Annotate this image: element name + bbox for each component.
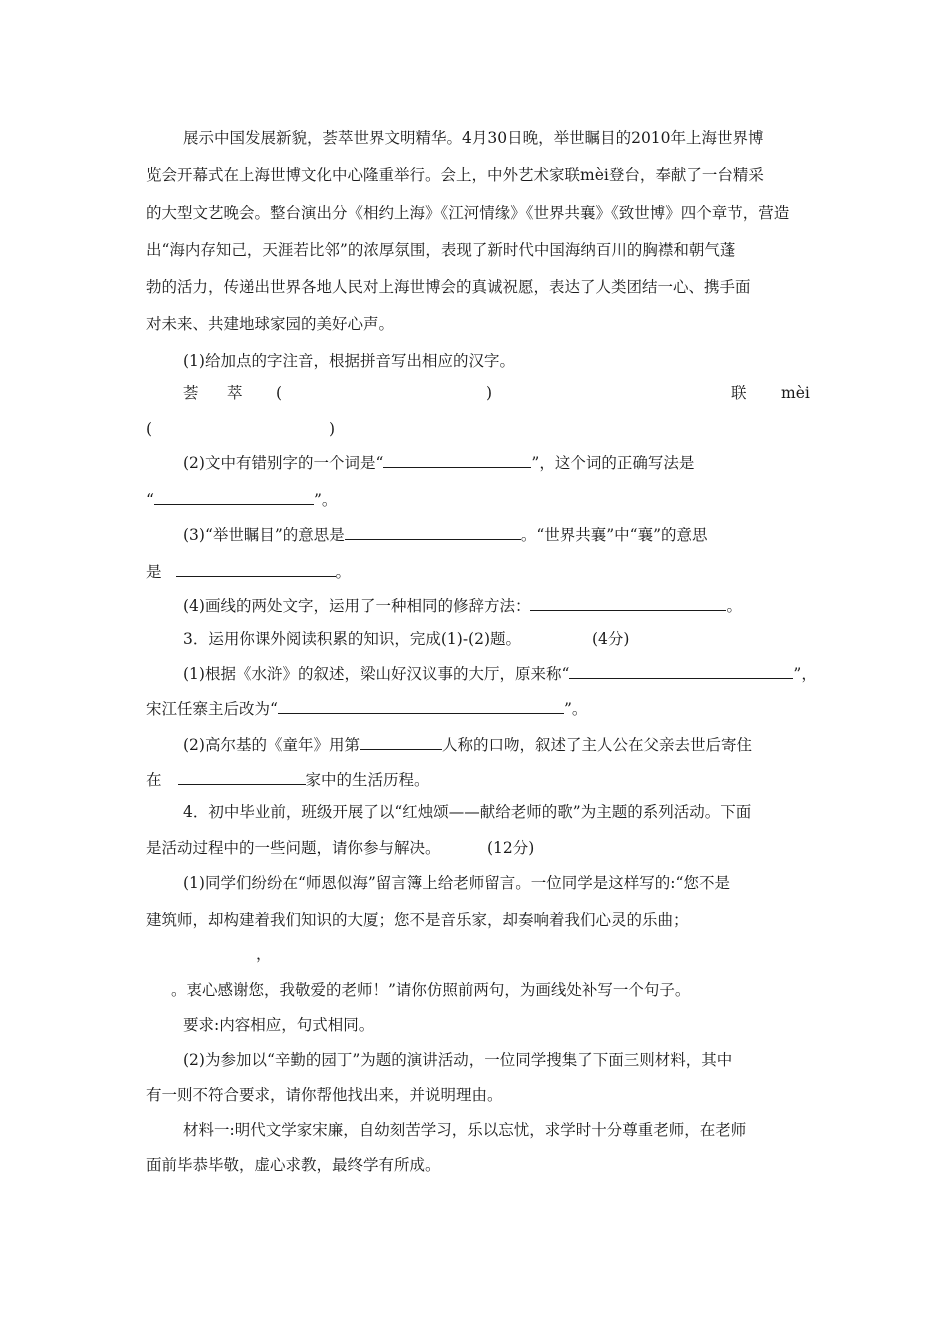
s4-q1-line-1: (1)同学们纷纷在“师恩似海”留言簿上给老师留言。一位同学是这样写的:“您不是 bbox=[183, 874, 730, 892]
q1-pinyin: mèi bbox=[781, 384, 810, 402]
s3-q2-line-1 bbox=[183, 734, 752, 755]
passage-line-1: 展示中国发展新貌，荟萃世界文明精华。4月30日晚，举世瞩目的2010年上海世界博 bbox=[183, 129, 764, 147]
section-4-line-1: 4．初中毕业前，班级开展了以“红烛颂——献给老师的歌”为主题的系列活动。下面 bbox=[183, 803, 752, 821]
s3-q2-line-2 bbox=[146, 769, 430, 790]
passage-line-3: 的大型文艺晚会。整台演出分《相约上海》《江河情缘》《世界共襄》《致世博》四个章节，营造 bbox=[146, 204, 790, 222]
q4-blank-rhetoric[interactable] bbox=[530, 595, 726, 611]
q1-paren-open-2: ( bbox=[146, 420, 153, 438]
s3-q1-blank-2[interactable] bbox=[278, 698, 564, 714]
s4-q1-comma: ， bbox=[256, 945, 272, 963]
q2-text-d: ”。 bbox=[313, 491, 338, 509]
passage-line-6: 对未来、共建地球家园的美好心声。 bbox=[146, 315, 395, 333]
s3-q1-line-1 bbox=[183, 663, 817, 684]
section-4-line-2: 是活动过程中的一些问题，请你参与解决。 bbox=[146, 839, 441, 857]
material-1-line-2: 面前毕恭毕敬，虚心求教，最终学有所成。 bbox=[146, 1156, 441, 1174]
s3-q2-blank-person[interactable] bbox=[360, 734, 442, 750]
q3-text-c: 是 bbox=[146, 563, 162, 581]
q3-text-a: (3)“举世瞩目”的意思是 bbox=[183, 526, 345, 544]
q1-paren-open: ( bbox=[276, 384, 283, 402]
material-1-line-1: 材料一:明代文学家宋廉，自幼刻苦学习，乐以忘忧，求学时十分尊重老师，在老师 bbox=[183, 1121, 747, 1139]
section-3-score: (4分) bbox=[592, 630, 630, 648]
s3-q2-text-d: 家中的生活历程。 bbox=[305, 771, 430, 789]
q4-text-b: 。 bbox=[726, 597, 742, 615]
s3-q1-blank-1[interactable] bbox=[569, 663, 793, 679]
question-2-line-1 bbox=[183, 452, 694, 473]
s4-q1-line-2: 建筑师，却构建着我们知识的大厦；您不是音乐家，却奏响着我们心灵的乐曲； bbox=[146, 911, 689, 929]
section-3-title: 3．运用你课外阅读积累的知识，完成(1)-(2)题。 bbox=[183, 630, 522, 648]
s4-q1-line-3: 。衷心感谢您，我敬爱的老师！”请你仿照前两句，为画线处补写一个句子。 bbox=[171, 981, 691, 999]
s3-q1-text-a: (1)根据《水浒》的叙述，梁山好汉议事的大厅，原来称“ bbox=[183, 665, 570, 683]
s3-q1-line-2 bbox=[146, 698, 587, 719]
s3-q1-text-d: ”。 bbox=[563, 700, 588, 718]
passage-line-2: 览会开幕式在上海世博文化中心隆重举行。会上，中外艺术家联mèi登台，奉献了一台精采 bbox=[146, 166, 764, 184]
question-3-line-1 bbox=[183, 524, 708, 545]
section-4-score: (12分) bbox=[487, 839, 535, 857]
s3-q2-text-b: 人称的口吻，叙述了主人公在父亲去世后寄住 bbox=[441, 736, 752, 754]
passage-line-4: 出“海内存知己，天涯若比邻”的浓厚氛围，表现了新时代中国海纳百川的胸襟和朝气蓬 bbox=[146, 241, 736, 259]
s3-q2-blank-family[interactable] bbox=[178, 769, 306, 785]
q2-blank-wrong-word[interactable] bbox=[383, 452, 531, 468]
question-2-line-2 bbox=[146, 489, 337, 510]
q2-text-b: ”，这个词的正确写法是 bbox=[531, 454, 695, 472]
s3-q1-text-c: 宋江任寨主后改为“ bbox=[146, 700, 278, 718]
q2-blank-correct-word[interactable] bbox=[154, 489, 314, 505]
q1-word-2: 萃 bbox=[227, 384, 243, 402]
passage-line-5: 勃的活力，传递出世界各地人民对上海世博会的真诚祝愿，表达了人类团结一心、携手面 bbox=[146, 278, 751, 296]
s4-q1-requirement: 要求:内容相应，句式相同。 bbox=[183, 1016, 375, 1034]
q2-text-a: (2)文中有错别字的一个词是“ bbox=[183, 454, 384, 472]
q3-text-b: 。“世界共襄”中“襄”的意思 bbox=[520, 526, 708, 544]
q1-word-3: 联 bbox=[731, 384, 747, 402]
question-3-line-2 bbox=[146, 561, 351, 582]
q3-blank-meaning-1[interactable] bbox=[345, 524, 521, 540]
q4-text-a: (4)画线的两处文字，运用了一种相同的修辞方法： bbox=[183, 597, 531, 615]
s3-q2-text-a: (2)高尔基的《童年》用第 bbox=[183, 736, 360, 754]
q3-blank-meaning-2[interactable] bbox=[176, 561, 336, 577]
q2-text-c: “ bbox=[146, 491, 154, 509]
s4-q2-line-2: 有一则不符合要求，请你帮他找出来，并说明理由。 bbox=[146, 1086, 503, 1104]
q1-paren-close: ) bbox=[486, 384, 493, 402]
s3-q2-text-c: 在 bbox=[146, 771, 162, 789]
s3-q1-text-b: ”， bbox=[793, 665, 817, 683]
question-1-prompt: (1)给加点的字注音，根据拼音写出相应的汉字。 bbox=[183, 352, 515, 370]
q1-word-1: 荟 bbox=[183, 384, 199, 402]
q3-text-d: 。 bbox=[335, 563, 352, 581]
question-4-line bbox=[183, 595, 742, 616]
s4-q2-line-1: (2)为参加以“辛勤的园丁”为题的演讲活动，一位同学搜集了下面三则材料，其中 bbox=[183, 1051, 733, 1069]
q1-paren-close-2: ) bbox=[329, 420, 336, 438]
